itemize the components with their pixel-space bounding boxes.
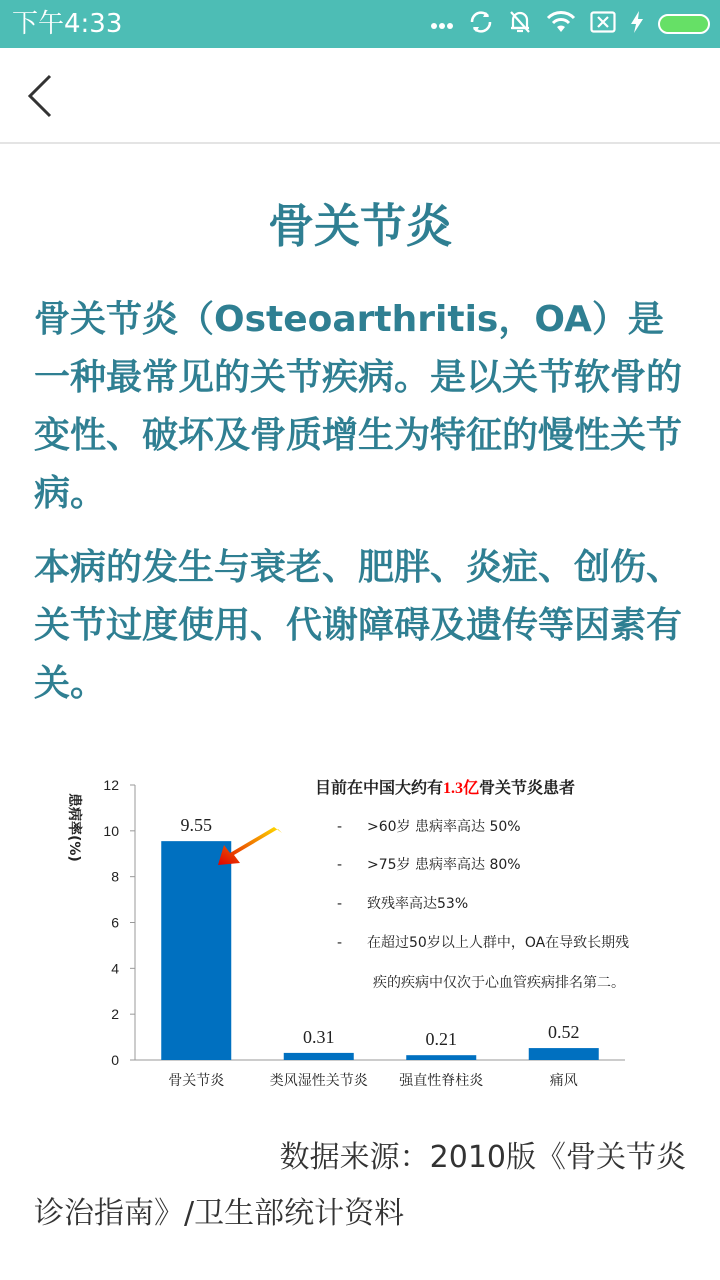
chevron-left-icon bbox=[14, 68, 66, 124]
note-dash: - bbox=[337, 857, 343, 873]
wifi-icon bbox=[546, 10, 576, 38]
y-tick-label: 6 bbox=[111, 914, 119, 931]
sync-icon bbox=[468, 9, 494, 39]
data-source-line2: 诊治指南》/卫生部统计资料 bbox=[34, 1196, 405, 1231]
bar bbox=[529, 1048, 599, 1060]
x-tick-label: 痛风 bbox=[549, 1073, 578, 1089]
bar-value-label: 0.21 bbox=[425, 1029, 457, 1050]
note-dash: - bbox=[337, 819, 343, 835]
y-tick-label: 0 bbox=[111, 1052, 119, 1068]
y-tick-label: 4 bbox=[111, 960, 119, 977]
y-axis-label: 患病率(%) bbox=[66, 793, 82, 862]
chart-title-prefix: 目前在中国大约有 bbox=[314, 780, 443, 797]
chart-title-highlight: 1.3亿 bbox=[442, 780, 480, 797]
status-icons bbox=[416, 8, 710, 40]
x-tick-label: 强直性脊柱炎 bbox=[399, 1073, 484, 1089]
data-source bbox=[34, 1130, 686, 1242]
y-tick-label: 12 bbox=[103, 777, 119, 793]
chart-note: 在超过50岁以上人群中，OA在导致长期残 bbox=[367, 935, 630, 951]
data-source-line1: 数据来源：2010版《骨关节炎 bbox=[279, 1140, 686, 1175]
y-tick-label: 2 bbox=[111, 1006, 119, 1023]
chart-note: 疾的疾病中仅次于心血管疾病排名第二。 bbox=[373, 975, 625, 991]
y-tick-label: 10 bbox=[103, 822, 119, 839]
bar-value-label: 0.52 bbox=[548, 1022, 580, 1043]
charging-bolt-icon bbox=[630, 11, 644, 38]
status-bar bbox=[0, 0, 720, 48]
page-title: 骨关节炎 bbox=[268, 199, 452, 253]
x-tick-label: 类风湿性关节炎 bbox=[269, 1073, 368, 1089]
bar bbox=[284, 1053, 354, 1060]
intro-paragraph: 骨关节炎（Osteoarthritis，OA）是一种最常见的关节疾病。是以关节软骨的变性、破坏及骨质增生为特征的慢性关节病。 bbox=[34, 299, 683, 514]
bar-value-label: 9.55 bbox=[180, 815, 212, 836]
cause-paragraph: 本病的发生与衰老、肥胖、炎症、创伤、关节过度使用、代谢障碍及遗传等因素有关。 bbox=[34, 547, 683, 704]
chart-note: >60岁 患病率高达 50% bbox=[367, 819, 521, 835]
status-time: 下午4:33 bbox=[12, 9, 123, 39]
sim-x-icon bbox=[590, 11, 616, 37]
back-button[interactable] bbox=[14, 68, 66, 124]
chart-title-suffix: 骨关节炎患者 bbox=[479, 780, 576, 797]
battery-icon bbox=[658, 14, 710, 34]
note-dash: - bbox=[337, 896, 343, 912]
chart-note: >75岁 患病率高达 80% bbox=[367, 857, 521, 873]
chart-title bbox=[315, 778, 575, 797]
chart-note: 致残率高达53% bbox=[367, 896, 469, 912]
bar bbox=[406, 1055, 476, 1060]
bell-off-icon bbox=[508, 9, 532, 39]
x-tick-label: 骨关节炎 bbox=[168, 1073, 225, 1089]
prevalence-chart bbox=[60, 765, 680, 1105]
bar bbox=[161, 841, 231, 1060]
more-dots-icon bbox=[430, 15, 454, 34]
nav-bar bbox=[0, 48, 720, 144]
note-dash: - bbox=[337, 935, 343, 951]
y-tick-label: 8 bbox=[111, 868, 119, 885]
bar-value-label: 0.31 bbox=[303, 1026, 335, 1047]
